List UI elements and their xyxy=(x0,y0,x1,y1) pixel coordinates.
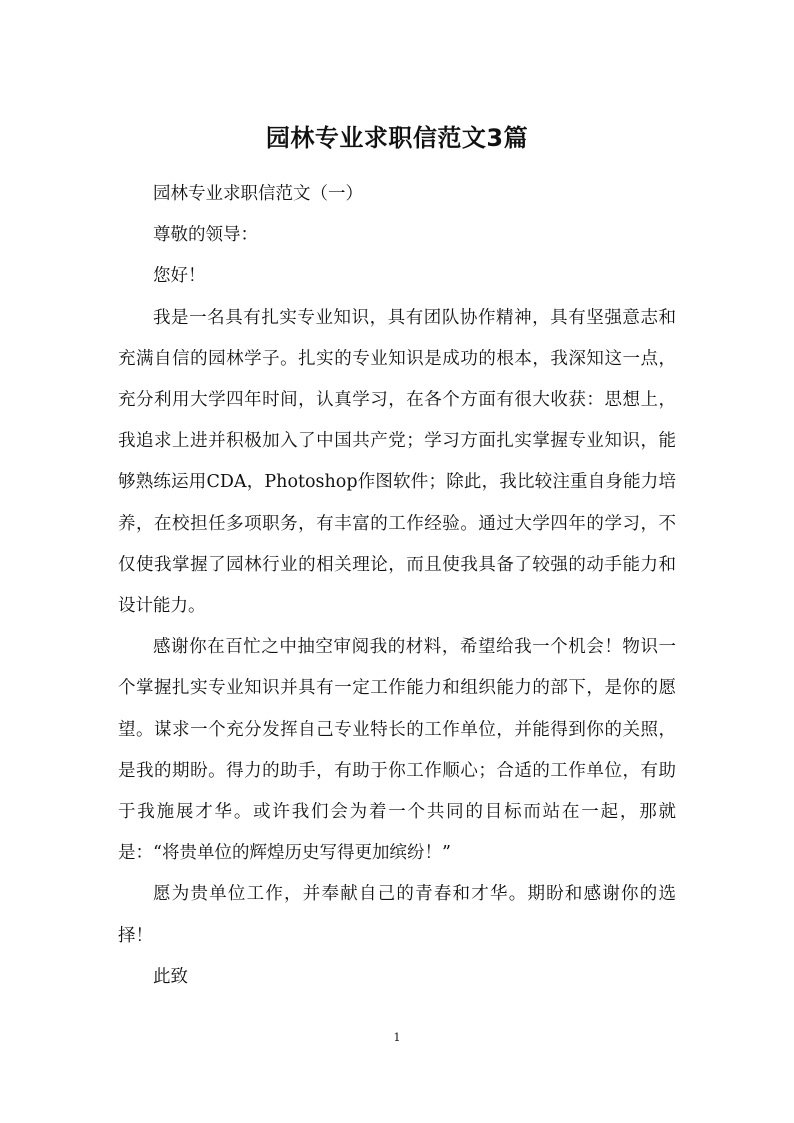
section-heading: 园林专业求职信范文（一） xyxy=(153,184,363,204)
salutation: 尊敬的领导： xyxy=(153,225,258,246)
closing: 此致 xyxy=(153,966,188,987)
page-number: 1 xyxy=(393,1031,401,1044)
greeting: 您好！ xyxy=(153,266,206,287)
document-title: 园林专业求职信范文3篇 xyxy=(265,124,529,152)
body-paragraph: 我是一名具有扎实专业知识，具有团队协作精神，具有坚强意志和充满自信的园林学子。扎实的专业知识是成功的根本，我深知这一点，充分利用大学四年时间，认真学习，在各个方面有很大收获：思想上，我追求上进并积极加入了中国共产党；学习方面扎实掌握专业知识，能够熟练运用CDA，Photoshop作图软件；除此，我比较注重自身能力培养，在校担任多项职务，有丰富的工作经验。通过大学四年的学习，不仅使我掌握了园林行业的相关理论，而且使我具备了较强的动手能力和设计能力。 xyxy=(118,307,676,617)
document-body xyxy=(118,174,676,998)
body-paragraph: 感谢你在百忙之中抽空审阅我的材料，希望给我一个机会！物识一个掌握扎实专业知识并具有一定工作能力和组织能力的部下，是你的愿望。谋求一个充分发挥自己专业特长的工作单位，并能得到你的关照，是我的期盼。得力的助手，有助于你工作顺心；合适的工作单位，有助于我施展才华。或许我们会为着一个共同的目标而站在一起，那就是：“将贵单位的辉煌历史写得更加缤纷！” xyxy=(118,637,676,864)
body-paragraph: 愿为贵单位工作，并奉献自己的青春和才华。期盼和感谢你的选择！ xyxy=(118,884,676,946)
